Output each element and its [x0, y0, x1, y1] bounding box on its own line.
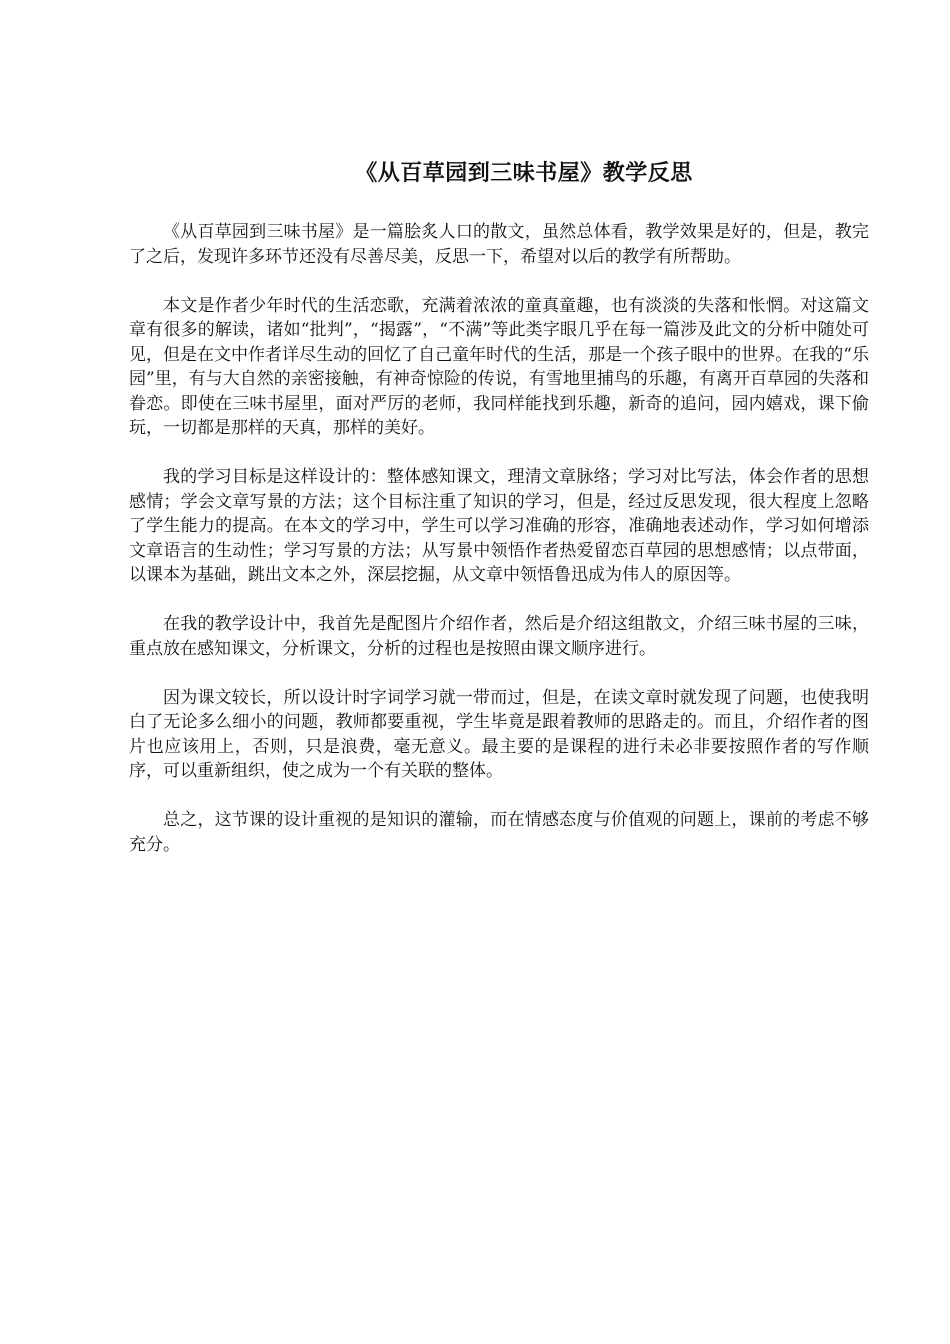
document-title: 《从百草园到三味书屋》教学反思: [355, 161, 693, 186]
paragraph-3: 我的学习目标是这样设计的：整体感知课文，理清文章脉络；学习对比写法，体会作者的思想感情；学会文章写景的方法；这个目标注重了知识的学习，但是，经过反思发现，很大程度上忽略了学生能力的提高。在本文的学习中，学生可以学习准确的形容，准确地表述动作，学习如何增添文章语言的生动性；学习写景的方法；从写景中领悟作者热爱留恋百草园的思想感情；以点带面，以课本为基础，跳出文本之外，深层挖掘，从文章中领悟鲁迅成为伟人的原因等。: [129, 467, 869, 585]
document-body: [129, 220, 869, 882]
paragraph-2: 本文是作者少年时代的生活恋歌，充满着浓浓的童真童趣，也有淡淡的失落和怅惘。对这篇文章有很多的解读，诸如“批判”，“揭露”，“不满”等此类字眼几乎在每一篇涉及此文的分析中随处可见，但是在文中作者详尽生动的回忆了自己童年时代的生活，那是一个孩子眼中的世界。在我的“乐园”里，有与大自然的亲密接触，有神奇惊险的传说，有雪地里捕鸟的乐趣，有离开百草园的失落和眷恋。即使在三味书屋里，面对严厉的老师，我同样能找到乐趣，新奇的追问，园内嬉戏，课下偷玩，一切都是那样的天真，那样的美好。: [129, 295, 869, 438]
paragraph-1: 《从百草园到三味书屋》是一篇脍炙人口的散文，虽然总体看，教学效果是好的，但是，教完了之后，发现许多环节还没有尽善尽美，反思一下，希望对以后的教学有所帮助。: [129, 222, 869, 267]
paragraph-4: 在我的教学设计中，我首先是配图片介绍作者，然后是介绍这组散文，介绍三味书屋的三味，重点放在感知课文，分析课文，分析的过程也是按照由课文顺序进行。: [129, 614, 869, 659]
paragraph-6: 总之，这节课的设计重视的是知识的灌输，而在情感态度与价值观的问题上，课前的考虑不够充分。: [129, 810, 869, 855]
paragraph-5: 因为课文较长，所以设计时字词学习就一带而过，但是，在读文章时就发现了问题，也使我明白了无论多么细小的问题，教师都要重视，学生毕竟是跟着教师的思路走的。而且，介绍作者的图片也应该用上，否则，只是浪费，毫无意义。最主要的是课程的进行未必非要按照作者的写作顺序，可以重新组织，使之成为一个有关联的整体。: [129, 687, 869, 781]
